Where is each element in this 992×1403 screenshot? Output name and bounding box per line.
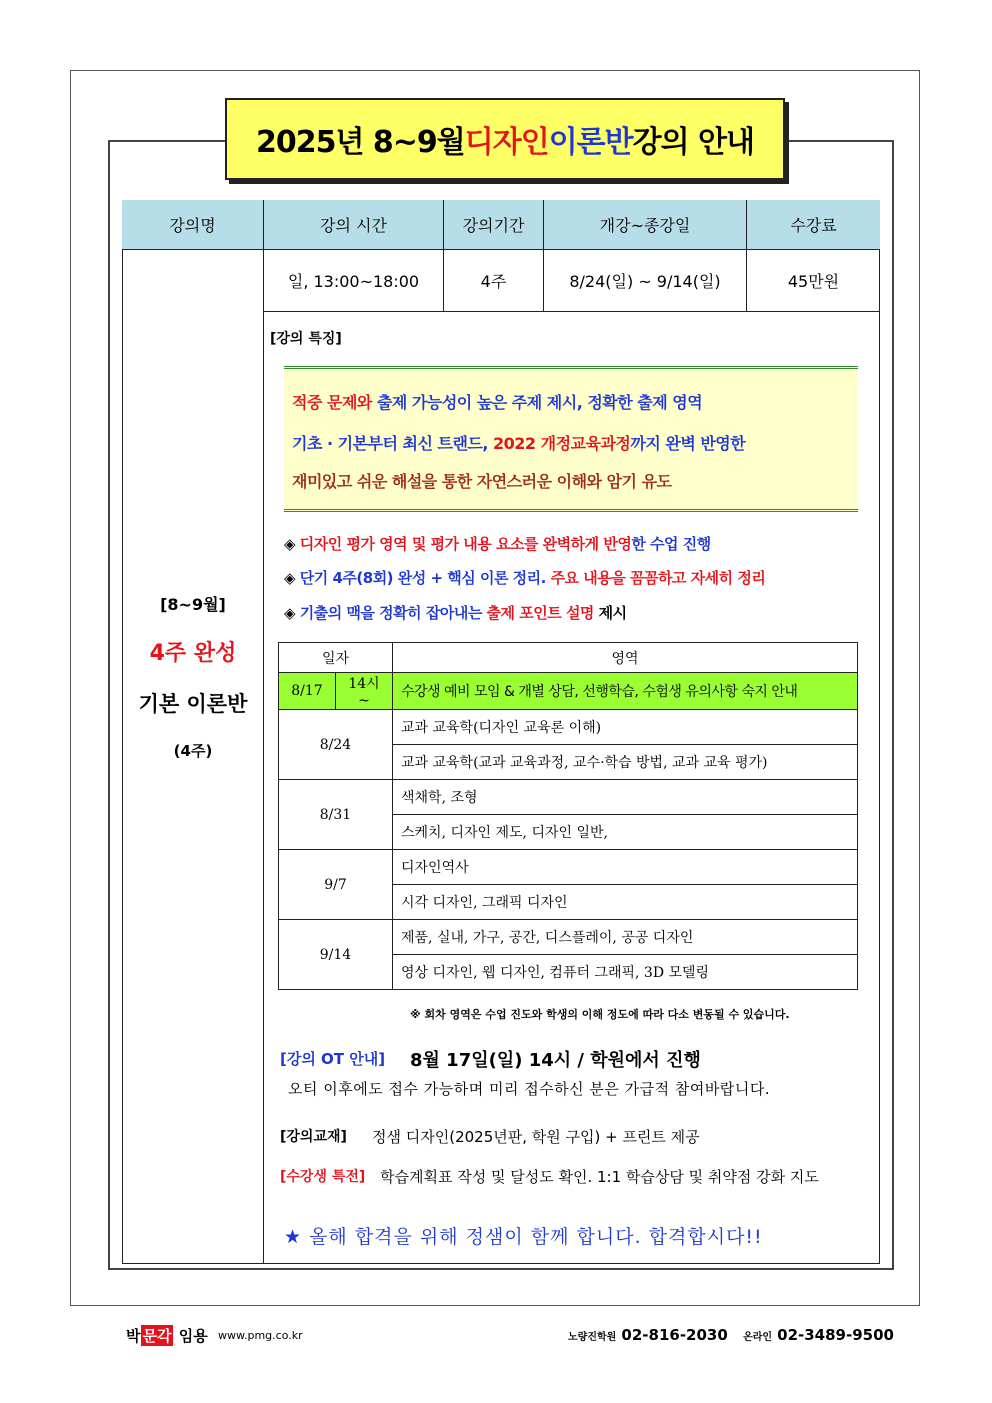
- textbook-label: [강의교재]: [280, 1129, 347, 1145]
- schedule-date: 8/24: [279, 710, 393, 780]
- schedule-table: [278, 642, 858, 990]
- table-row: [279, 780, 858, 815]
- schedule-date: 9/7: [279, 850, 393, 920]
- feature-2c: 까지 완벽 반영한: [630, 434, 746, 453]
- closing-message: ★ 올해 합격을 위해 정샘이 함께 합니다. 합격합시다!!: [284, 1226, 763, 1248]
- footer-contacts: [568, 1325, 894, 1344]
- table-row: [279, 850, 858, 885]
- course-basic: 기본 이론반: [138, 692, 248, 716]
- course-fee: 45만원: [747, 250, 880, 312]
- course-time: 일, 13:00~18:00: [264, 250, 444, 312]
- schedule-item: 교과 교육학(디자인 교육론 이해): [393, 710, 858, 745]
- diamond-icon: ◈: [284, 604, 300, 622]
- diamond-icon: ◈: [284, 535, 300, 553]
- course-dates: 8/24(일) ~ 9/14(일): [544, 250, 747, 312]
- bullet-3a: 기출의 맥을 정확히 잡아내는: [299, 604, 487, 622]
- bullet-1: [284, 533, 711, 554]
- schedule-item: 색채학, 조형: [393, 780, 858, 815]
- features-label: [강의 특징]: [270, 331, 342, 347]
- table-row: [279, 673, 858, 710]
- schedule-date: 9/14: [279, 920, 393, 990]
- bullet-2b: 주요 내용을 꼼꼼하고 자세히 정리: [550, 569, 766, 587]
- header-fee: 수강료: [747, 200, 880, 250]
- header-duration: 강의기간: [444, 200, 544, 250]
- noryangjin-label: 노량진학원: [568, 1332, 617, 1343]
- feature-line-2: [292, 431, 745, 454]
- online-phone: 02-3489-9500: [777, 1326, 894, 1344]
- header-course-name: 강의명: [122, 200, 264, 250]
- title-guide: 강의 안내: [632, 125, 755, 160]
- ot-info-desc: 오티 이후에도 접수 가능하며 미리 접수하신 분은 가급적 참여바랍니다.: [288, 1080, 771, 1098]
- logo-pre: 박: [126, 1327, 141, 1345]
- schedule-item: 교과 교육학(교과 교육과정, 교수·학습 방법, 교과 교육 평가): [393, 745, 858, 780]
- schedule-date: 8/31: [279, 780, 393, 850]
- course-months: [8~9월]: [160, 595, 226, 614]
- brand-logo: [126, 1325, 208, 1346]
- schedule-header-area: 영역: [393, 643, 858, 673]
- title-year: 2025년 8~9월: [255, 125, 465, 160]
- course-weeks: (4주): [173, 742, 213, 760]
- diamond-icon: ◈: [284, 569, 300, 587]
- title-design: 디자인: [464, 125, 549, 160]
- title-theory: 이론반: [548, 125, 633, 160]
- schedule-header-date: 일자: [279, 643, 393, 673]
- bullet-2: [284, 567, 765, 588]
- ot-content: 수강생 예비 모임 & 개별 상담, 선행학습, 수험생 유의사항 숙지 안내: [393, 673, 858, 710]
- feature-2a: 기초 · 기본부터 최신 트랜드,: [292, 434, 494, 453]
- bullet-1a: 디자인 평가 영역 및 평가 내용 요소를 완벽하게 반영: [299, 535, 632, 553]
- logo-post: 임용: [173, 1327, 208, 1345]
- bullet-2a: 단기 4주(8회) 완성 + 핵심 이론 정리.: [299, 569, 551, 587]
- perks-label: [수강생 특전]: [280, 1169, 366, 1185]
- schedule-note: ※ 회차 영역은 수업 진도와 학생의 이해 정도에 따라 다소 변동될 수 있습니다.: [410, 1008, 790, 1021]
- perks-text: 학습계획표 작성 및 달성도 확인. 1:1 학습상담 및 취약점 강화 지도: [380, 1168, 819, 1186]
- feature-line-1: [292, 390, 702, 413]
- bullet-3: [284, 602, 627, 623]
- ot-info-label: [강의 OT 안내]: [280, 1050, 386, 1068]
- ot-info-text: 8월 17일(일) 14시 / 학원에서 진행: [410, 1050, 701, 1071]
- header-time: 강의 시간: [264, 200, 444, 250]
- feature-1b: 와: [356, 393, 377, 412]
- course-duration: 4주: [444, 250, 544, 312]
- feature-1d: 이 높은 주제 제시, 정확한 출제 영역: [456, 393, 703, 412]
- noryangjin-phone: 02-816-2030: [621, 1326, 728, 1344]
- feature-line-3: 재미있고 쉬운 해설을 통한 자연스러운 이해와 암기 유도: [292, 472, 672, 491]
- schedule-item: 디자인역사: [393, 850, 858, 885]
- table-row: [279, 920, 858, 955]
- online-label: 온라인: [743, 1332, 773, 1343]
- logo-box: 문각: [142, 1327, 172, 1345]
- footer-url[interactable]: www.pmg.co.kr: [218, 1329, 303, 1342]
- bullet-3b: 출제 포인트 설명: [486, 604, 594, 622]
- textbook-text: 정샘 디자인(2025년판, 학원 구입) + 프린트 제공: [372, 1128, 700, 1146]
- schedule-item: 시각 디자인, 그래픽 디자인: [393, 885, 858, 920]
- bullet-1b: 한 수업 진행: [631, 535, 711, 553]
- schedule-item: 영상 디자인, 웹 디자인, 컴퓨터 그래픽, 3D 모델링: [393, 955, 858, 990]
- schedule-item: 제품, 실내, 가구, 공간, 디스플레이, 공공 디자인: [393, 920, 858, 955]
- table-row: [279, 710, 858, 745]
- feature-2b: 2022 개정교육과정: [493, 434, 631, 453]
- schedule-item: 스케치, 디자인 제도, 디자인 일반,: [393, 815, 858, 850]
- feature-1c: 출제 가능성: [376, 393, 457, 412]
- course-complete: 4주 완성: [149, 641, 237, 666]
- feature-1a: 적중 문제: [292, 393, 357, 412]
- ot-date: 8/17: [279, 673, 336, 710]
- page-title: [225, 98, 785, 180]
- ot-time: 14시~: [336, 673, 393, 710]
- bullet-3c: 제시: [593, 604, 627, 622]
- header-dates: 개강~종강일: [544, 200, 747, 250]
